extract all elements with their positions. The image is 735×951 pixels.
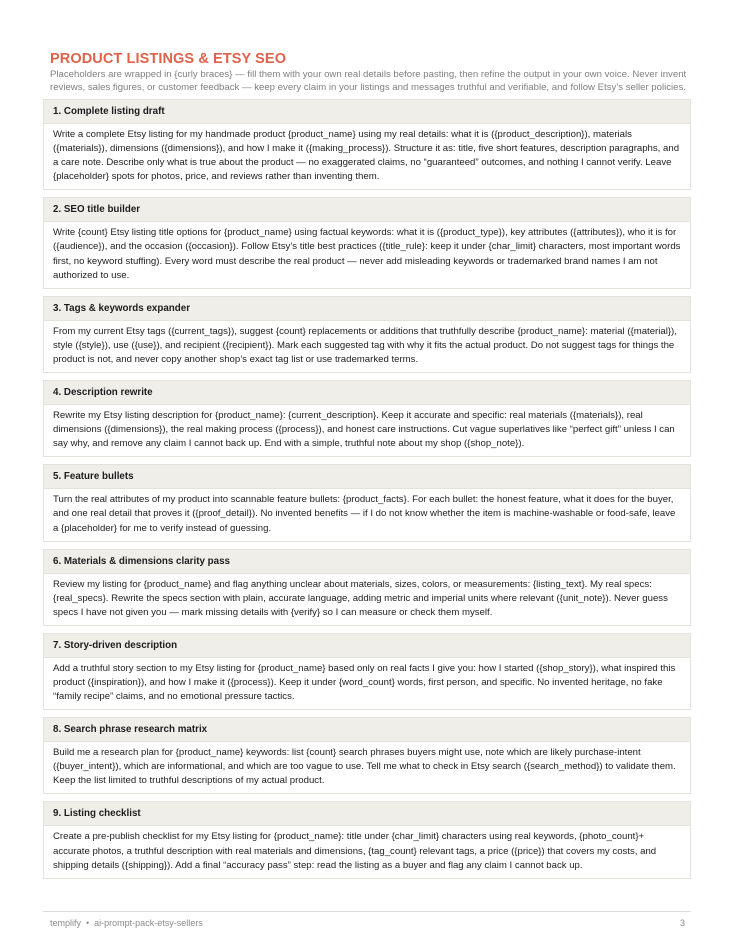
document-page [43,50,691,886]
prompt-block-1 [43,99,691,190]
footer-separator: • [86,918,90,928]
prompt-text: Write {count} Etsy listing title options for {product_name} using factual keywords: what it is ({product_type}), key attributes ({attributes}), who it is for ({audience}), and the occasion ({occasion}). Follow Etsy’s title best practices ({title_rule}: keep it under {char_limit} characters, most important words first, no keyword stuffing). Every word must describe the real product — never add misleading keywords or trademarked brand names I am not authorized to use. [53,227,681,281]
prompt-title: 3. Tags & keywords expander [44,297,690,321]
prompt-text: Rewrite my Etsy listing description for {product_name}: {current_description}. Keep it accurate and specific: real materials ({materials}), real dimensions ({dimensions}), the real making process ({process}), and honest care instructions. Cut vague superlatives like “perfect gift” unless I can say why, and remove any claim I cannot back up. End with a simple, truthful note about my shop ({shop_note}). [53,410,675,450]
prompt-title: 5. Feature bullets [44,465,690,489]
prompt-block-3 [43,296,691,373]
page-title: PRODUCT LISTINGS & ETSY SEO [50,51,287,67]
prompt-block-5 [43,464,691,541]
prompt-title: 4. Description rewrite [44,381,690,405]
prompt-text: Create a pre-publish checklist for my Etsy listing for {product_name}: title under {char_limit} characters using real keywords, {photo_count}+ accurate photos, a truthful description with real materials and dimensions, {tag_count} relevant tags, a price ({price}) that covers my costs, and shipping details ({shipping}). Add a final “accuracy pass” step: read the listing as a buyer and flag any claim I cannot back up. [53,831,657,871]
page-footer [43,911,691,928]
prompt-title: 8. Search phrase research matrix [44,718,690,742]
prompt-title: 7. Story-driven description [44,634,690,658]
prompt-text: Review my listing for {product_name} and flag anything unclear about materials, sizes, colors, or measurements: {listing_text}. My real specs: {real_specs}. Rewrite the specs section with plain, accurate language, adding metric and imperial units where relevant ({unit_note}). Never guess specs I have not given you — mark missing details with {verify} so I can measure or check them myself. [53,578,668,618]
prompt-text: Turn the real attributes of my product into scannable feature bullets: {product_facts}. For each bullet: the honest feature, what it does for the buyer, and one real detail that proves it ({proof_detail}). No invented benefits — if I do not know whether the item is machine-washable or food-safe, leave a {placeholder} for me to verify instead of guessing. [53,494,676,534]
prompt-text: Write a complete Etsy listing for my handmade product {product_name} using my real details: what it is ({product_description}), materials ({materials}), dimensions ({dimensions}), and how I make it ({making_process}). Structure it as: title, five short features, description paragraphs, and a care note. Describe only what is true about the product — no exaggerated claims, no “guaranteed” outcomes, and nothing I cannot verify. Leave {placeholder} spots for photos, price, and reviews rather than inventing them. [53,129,680,183]
intro-paragraph: Placeholders are wrapped in {curly braces} — fill them with your own real details before pasting, then refine the output in your own voice. Never invent reviews, sales figures, or customer feedback — keep every claim in your listings and messages truthful and verifiable, and follow Etsy’s seller policies. [50,69,687,93]
footer-source [50,918,203,928]
prompt-text: Build me a research plan for {product_name} keywords: list {count} search phrases buyers might use, note which are likely purchase-intent ({buyer_intent}), which are informational, and which are too vague to use. Tell me what to check in Etsy search ({search_method}) to validate them. Keep the list limited to truthful descriptions of my actual product. [53,747,676,787]
prompt-title: 9. Listing checklist [44,802,690,826]
prompt-text: From my current Etsy tags ({current_tags}), suggest {count} replacements or additions that truthfully describe {product_name}: material ({material}), style ({style}), use ({use}), and recipient ({recipient}). Mark each suggested tag with why it fits the actual product. Do not suggest tags for things the product is not, and never copy another shop’s exact tag list or use trademarked terms. [53,325,677,365]
page-number: 3 [679,918,685,928]
prompt-block-7 [43,633,691,710]
prompt-title: 6. Materials & dimensions clarity pass [44,550,690,574]
prompt-list [43,99,691,879]
footer-brand: templify [50,918,82,928]
prompt-title: 1. Complete listing draft [44,100,690,124]
prompt-block-8 [43,717,691,794]
prompt-text: Add a truthful story section to my Etsy listing for {product_name} based only on real facts I give you: how I started ({shop_story}), what inspired this product ({inspiration}), and how I make it ({process}). Keep it under {word_count} words, first person, and specific. No invented heritage, no fake “family recipe” claims, and no emotional pressure tactics. [53,662,676,703]
footer-doc-name: ai-prompt-pack-etsy-sellers [94,918,203,928]
prompt-block-2 [43,197,691,288]
prompt-title: 2. SEO title builder [44,198,690,222]
prompt-block-6 [43,549,691,626]
prompt-block-9 [43,801,691,878]
prompt-block-4 [43,380,691,457]
